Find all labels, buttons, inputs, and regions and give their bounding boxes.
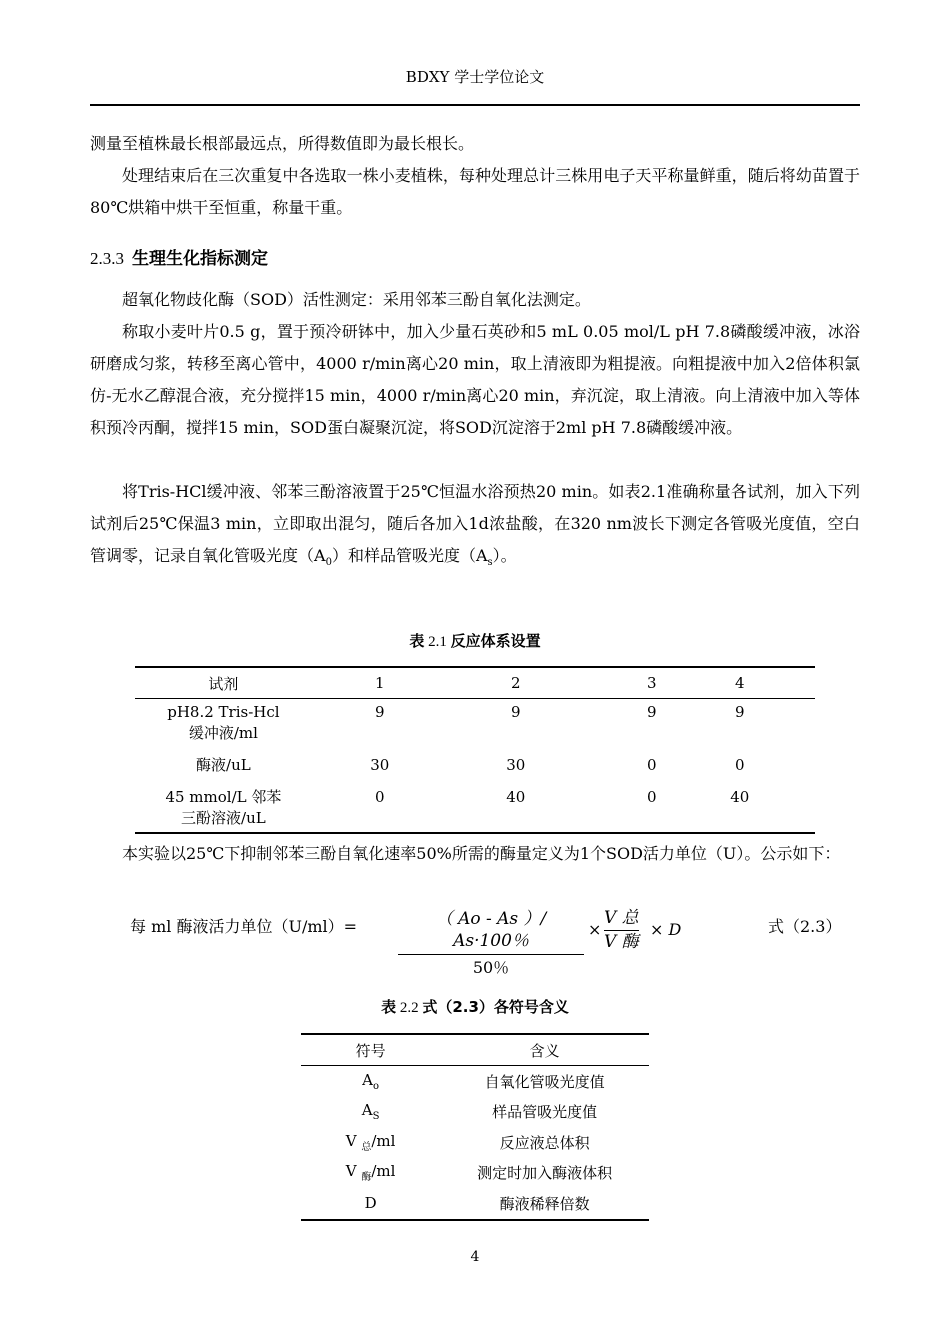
volume-denominator: V 酶 — [604, 932, 639, 952]
table2-caption-title: 式（2.3）各符号含义 — [422, 998, 569, 1016]
table1-caption-number: 2.1 — [424, 634, 451, 650]
page-number: 4 — [470, 1249, 480, 1265]
reagent-line1: 45 mmol/L 邻苯 — [165, 788, 282, 806]
symbol-cell — [301, 1158, 440, 1189]
symbol-cell — [301, 1097, 440, 1128]
symbol-base: V — [345, 1131, 362, 1150]
value-cell: 0 — [647, 756, 657, 774]
value-text: 0 — [735, 756, 745, 774]
header-tube-4-text: 4 — [735, 674, 745, 692]
formula-volume-fraction — [604, 908, 639, 953]
table1-caption-prefix: 表 — [409, 632, 425, 650]
value-cell: 30 — [506, 756, 526, 774]
value-cell: 9 — [511, 703, 521, 721]
section-title: 生理生化指标测定 — [132, 249, 268, 269]
symbol-cell: D — [364, 1194, 377, 1213]
fraction-bar — [604, 930, 639, 931]
table-row — [301, 1158, 649, 1189]
reagent-line1: pH8.2 Tris-Hcl — [167, 703, 280, 721]
table-row — [135, 747, 815, 784]
header-tube-2: 2 — [448, 667, 584, 699]
page-header: BDXY 学士学位论文 — [405, 68, 545, 86]
formula-numerator: （ Ao - As ）/ As·100％ — [435, 909, 547, 951]
symbol-unit: /ml — [371, 1162, 396, 1181]
value-cell: 0 — [647, 788, 657, 806]
table-row — [301, 1097, 649, 1128]
table1-caption — [0, 630, 950, 651]
assay-text-a: 将Tris-HCl缓冲液、邻苯三酚溶液置于25℃恒温水浴预热20 min。如表2.1准确称量各试剂，加入下列试剂后25℃保温3 min，立即取出混匀，随后各加入1d浓盐酸，在320 nm波长下测定各管吸光度值，空白管调零，记录自氧化管吸光度（A — [90, 482, 860, 565]
paragraph-weight: 处理结束后在三次重复中各选取一株小麦植株，每种处理总计三株用电子天平称量鲜重，随后将幼苗置于80℃烘箱中烘干至恒重，称量干重。 — [90, 166, 860, 217]
paragraph-assay — [90, 476, 860, 579]
formula-main-fraction — [398, 908, 584, 979]
assay-text-c: ）。 — [492, 546, 517, 565]
value-cell — [720, 699, 815, 748]
section-number: 2.3.3 — [90, 249, 124, 268]
value-cell — [720, 784, 815, 833]
table2-caption-prefix: 表 — [381, 998, 397, 1016]
header-tube-3: 3 — [584, 667, 720, 699]
formula-label: 每 ml 酶液活力单位（U/ml）= — [130, 917, 358, 936]
value-cell — [720, 747, 815, 784]
paragraph-sod-intro: 超氧化物歧化酶（SOD）活性测定：采用邻苯三酚自氧化法测定。 — [122, 290, 591, 309]
table2-caption-number: 2.2 — [396, 1000, 423, 1016]
dilution-term: × D — [650, 920, 682, 939]
symbol-subscript: 总 — [361, 1141, 372, 1153]
symbol-meaning-table — [301, 1033, 649, 1221]
symbol-cell — [301, 1127, 440, 1158]
value-text: 9 — [735, 703, 745, 721]
table2-caption — [0, 996, 950, 1017]
section-heading — [90, 244, 268, 269]
times-sign: × — [588, 920, 602, 939]
reagent-cell — [135, 699, 312, 748]
table-row — [135, 699, 815, 748]
header-tube-1: 1 — [312, 667, 448, 699]
symbol-base: A — [362, 1070, 373, 1089]
table-row — [301, 1066, 649, 1097]
meaning-cell: 反应液总体积 — [499, 1133, 590, 1152]
assay-text-b: ）和样品管吸光度（A — [331, 546, 488, 565]
header-tube-4 — [720, 667, 815, 699]
fraction-bar — [398, 954, 584, 955]
value-cell: 9 — [647, 703, 657, 721]
symbol-cell — [301, 1066, 440, 1097]
value-cell: 30 — [370, 756, 390, 774]
symbol-base: A — [361, 1101, 373, 1120]
paragraph-root-length: 测量至植株最长根部最远点，所得数值即为最长根长。 — [90, 134, 475, 153]
formula-denominator: 50％ — [472, 958, 510, 977]
table-header-row — [135, 667, 815, 699]
value-cell: 40 — [506, 788, 526, 806]
value-cell: 9 — [375, 703, 385, 721]
header-rule — [90, 104, 860, 106]
symbol-subscript: o — [373, 1080, 380, 1092]
symbol-unit: /ml — [371, 1131, 396, 1150]
paragraph-unit-definition: 本实验以25℃下抑制邻苯三酚自氧化速率50%所需的酶量定义为1个SOD活力单位（U）。公示如下： — [122, 844, 841, 863]
reagent-line2: 缓冲液/ml — [188, 724, 258, 742]
volume-numerator: V 总 — [604, 908, 639, 928]
meaning-cell: 自氧化管吸光度值 — [484, 1072, 605, 1091]
table-header-row — [301, 1034, 649, 1066]
table-row — [301, 1127, 649, 1158]
symbol-subscript: S — [372, 1111, 380, 1123]
symbol-base: V — [345, 1162, 362, 1181]
value-text: 40 — [730, 788, 750, 806]
subscript-s: s — [487, 557, 493, 569]
symbol-subscript: 酶 — [361, 1172, 372, 1184]
reagent-line2: 三酚溶液/uL — [181, 809, 266, 827]
table-row — [135, 784, 815, 833]
reagent-cell: 酶液/uL — [196, 756, 251, 774]
header-reagent: 试剂 — [135, 667, 312, 699]
subscript-0: 0 — [325, 557, 332, 569]
reaction-setup-table — [135, 666, 815, 834]
table-row — [301, 1188, 649, 1220]
table1-caption-title: 反应体系设置 — [450, 632, 541, 650]
formula-reference: 式（2.3） — [768, 917, 842, 936]
meaning-cell: 样品管吸光度值 — [492, 1103, 598, 1122]
meaning-cell: 测定时加入酶液体积 — [477, 1164, 613, 1183]
sod-activity-formula — [130, 908, 860, 977]
paragraph-extraction: 称取小麦叶片0.5 g，置于预冷研钵中，加入少量石英砂和5 mL 0.05 mol/L pH 7.8磷酸缓冲液，冰浴研磨成匀浆，转移至离心管中，4000 r/min离心20 min，取上清液即为粗提液。向粗提液中加入2倍体积氯仿-无水乙醇混合液，充分搅拌15 min，4000 r/min离心20 min，弃沉淀，取上清液。向上清液中加入等体积预冷丙酮，搅拌15 min，SOD蛋白凝聚沉淀，将SOD沉淀溶于2ml pH 7.8磷酸缓冲液。 — [90, 322, 860, 437]
value-cell: 0 — [375, 788, 385, 806]
meaning-cell: 酶液稀释倍数 — [499, 1194, 590, 1213]
header-meaning: 含义 — [440, 1034, 649, 1066]
reagent-cell — [135, 784, 312, 833]
header-symbol: 符号 — [301, 1034, 440, 1066]
